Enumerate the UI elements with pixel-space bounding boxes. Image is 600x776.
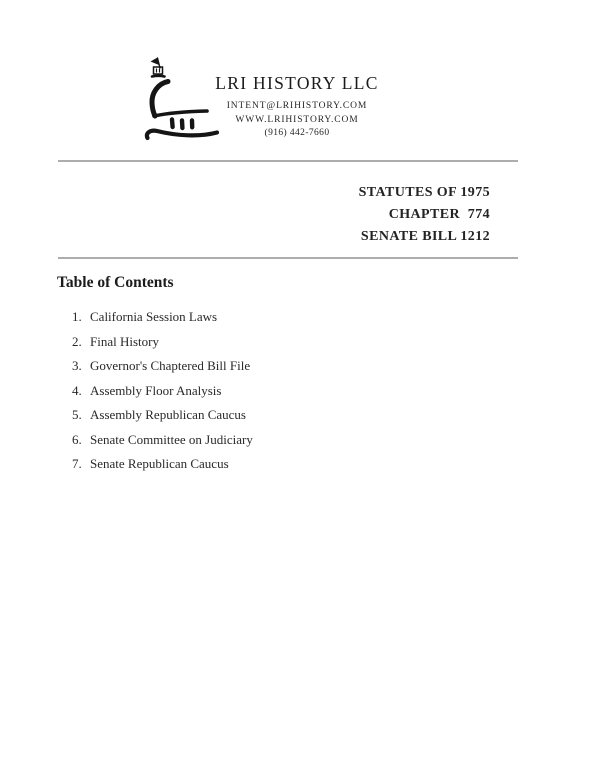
toc-item-assembly-republican-caucus (0, 407, 600, 422)
statute-line-statutes: STATUTES OF 1975 (358, 185, 490, 200)
statute-line-senate-bill: SENATE BILL 1212 (360, 229, 490, 244)
toc-item-label: Governor's Chaptered Bill File (90, 358, 251, 373)
letterhead-text (0, 73, 594, 141)
statute-block (58, 182, 490, 248)
toc-title: Table of Contents (57, 274, 174, 291)
toc-item-number: 7. (72, 456, 82, 471)
divider-top (58, 160, 518, 162)
toc-item-number: 2. (72, 333, 82, 349)
toc-list (0, 309, 600, 471)
toc-item-label: Assembly Floor Analysis (90, 382, 222, 398)
toc-item-number: 4. (72, 382, 82, 398)
statute-line-chapter: CHAPTER 774 (388, 207, 490, 222)
toc-item-assembly-floor-analysis (0, 383, 600, 398)
phone-text: (916) 442-7660 (264, 128, 330, 138)
toc-item-label: California Session Laws (90, 309, 218, 324)
email-text: INTENT@LRIHISTORY.COM (226, 101, 368, 111)
divider-bottom (58, 257, 518, 259)
toc-item-number: 6. (72, 431, 82, 447)
toc-item-senate-republican-caucus (0, 456, 600, 471)
toc-item-senate-committee-on-judiciary (0, 432, 600, 447)
website-text: WWW.LRIHISTORY.COM (235, 114, 359, 125)
letterhead (0, 0, 600, 160)
toc-item-governors-chaptered-bill-file (0, 358, 600, 373)
toc-item-number: 5. (72, 407, 82, 422)
company-name: LRI HISTORY LLC (215, 73, 379, 93)
toc-item-label: Senate Republican Caucus (90, 456, 229, 471)
toc-item-label: Final History (90, 333, 159, 349)
toc-item-number: 1. (72, 309, 82, 324)
toc-item-label: Assembly Republican Caucus (90, 407, 246, 422)
toc-item-california-session-laws (0, 309, 600, 324)
toc-item-number: 3. (72, 358, 82, 373)
toc-item-label: Senate Committee on Judiciary (90, 431, 253, 447)
toc-item-final-history (0, 334, 600, 349)
